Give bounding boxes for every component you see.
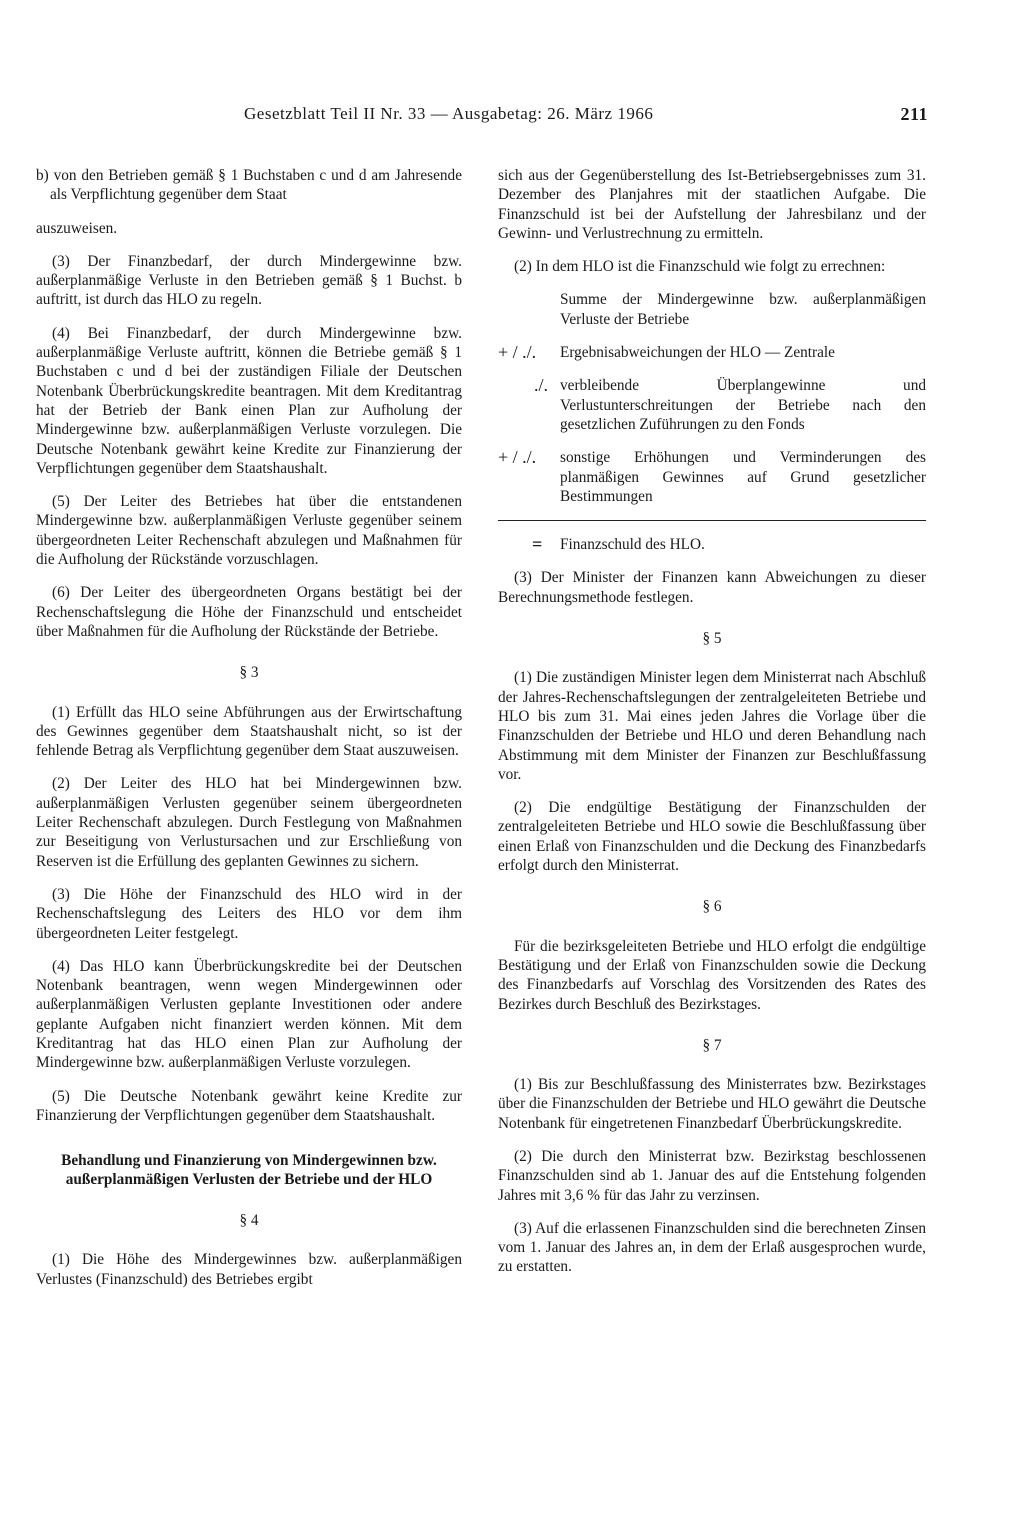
paragraph: (2) Der Leiter des HLO hat bei Mindergewinnen bzw. außerplanmäßigen Verlusten gegenüber seinem übergeordneten Leiter Rechenschaft abzulegen. Durch Festlegung von Maßnahmen zur Beseitigung von Verlustursachen und zur Erschließung von Reserven ist die Erfüllung des geplanten Gewinnes zu sichern. [36, 775, 462, 870]
page-header [244, 104, 928, 134]
paragraph: (5) Der Leiter des Betriebes hat über die entstandenen Mindergewinne bzw. außerplanmäßigen Verluste gegenüber seinem übergeordneten Leiter Rechenschaft abzulegen und Maßnahmen für die Aufholung der Rückstände vorzuschlagen. [36, 493, 462, 569]
paragraph: (2) Die durch den Ministerrat bzw. Bezirkstag beschlossenen Finanzschulden sind ab 1. Januar des auf die Entstehung folgenden Jahres mit 3,6 % für das Jahr zu verzinsen. [498, 1147, 926, 1204]
paragraph: (4) Bei Finanzbedarf, der durch Mindergewinne bzw. außerplanmäßige Verluste auftritt, können die Betriebe gemäß § 1 Buchstaben c und d bei der zuständigen Filiale der Deutschen Notenbank Überbrückungskredite beantragen. Mit dem Kreditantrag hat der Betrieb der Bank einen Plan zur Aufholung der Mindergewinne bzw. außerplanmäßigen Verluste vorzulegen. Die Deutsche Notenbank gewährt keine Kredite zur Finanzierung der Verpflichtungen gegenüber dem Staatshaushalt. [36, 324, 462, 477]
section-title-3: § 3 [239, 664, 259, 682]
formula-text: sonstige Erhöhungen und Verminderungen des planmäßigen Gewinnes auf Grund gesetzlicher Bestimmungen [560, 449, 926, 505]
paragraph: (3) Auf die erlassenen Finanzschulden sind die berechneten Zinsen vom 1. Januar des Jahres an, in dem der Erlaß ausgesprochen wurde, zu erstatten. [498, 1219, 926, 1276]
paragraph: (2) Die endgültige Bestätigung der Finanzschulden der zentralgeleiteten Betriebe und HLO sowie die Beschlußfassung über einen Erlaß von Finanzschulden und die Deckung des Finanzbedarfs erfolgt durch den Ministerrat. [498, 799, 926, 875]
formula-row [498, 343, 926, 362]
formula-row [498, 290, 926, 329]
section-title-4: § 4 [239, 1212, 259, 1230]
formula-operator: ./. [533, 375, 548, 396]
paragraph: (1) Bis zur Beschlußfassung des Ministerrates bzw. Bezirkstages über die Finanzschulden der Betriebe und HLO gewährt die Deutsche Notenbank für eingetretenen Finanzbedarf Überbrückungskredite. [498, 1076, 926, 1132]
formula-text: Ergebnisabweichungen der HLO — Zentrale [560, 344, 835, 362]
left-column [36, 166, 462, 1303]
paragraph: (1) Erfüllt das HLO seine Abführungen aus der Erwirtschaftung des Gewinnes gegenüber dem Staatshaushalt nicht, so ist der fehlende Betrag als Verpflichtung gegenüber dem Staat auszuweisen. [36, 703, 462, 760]
formula-text: Summe der Mindergewinne bzw. außerplanmäßigen Verluste der Betriebe [560, 291, 926, 328]
header-title: Gesetzblatt Teil II Nr. 33 — Ausgabetag: 26. März 1966 [244, 104, 654, 123]
formula-row [498, 376, 926, 434]
result-text: Finanzschuld des HLO. [560, 536, 705, 554]
formula-row [498, 448, 926, 506]
continuation-text: auszuweisen. [36, 219, 118, 237]
paragraph: (3) Die Höhe der Finanzschuld des HLO wird in der Rechenschaftslegung des Leiters des HLO vor dem ihm übergeordneten Leiter festgelegt. [36, 885, 462, 942]
formula-operator: + / ./. [498, 342, 537, 363]
formula-block [498, 290, 926, 554]
paragraph: (2) In dem HLO ist die Finanzschuld wie folgt zu errechnen: [514, 258, 886, 276]
chapter-heading: Behandlung und Finanzierung von Mindergewinnen bzw. außerplanmäßigen Verlusten der Betriebe und der HLO [61, 1152, 437, 1189]
paragraph: (3) Der Minister der Finanzen kann Abweichungen zu dieser Berechnungsmethode festlegen. [498, 569, 926, 606]
item-b: b) von den Betrieben gemäß § 1 Buchstaben c und d am Jahresende als Verpflichtung gegenüber dem Staat [36, 167, 462, 204]
paragraph: (3) Der Finanzbedarf, der durch Mindergewinne bzw. außerplanmäßige Verluste in den Betrieben gemäß § 1 Buchst. b auftritt, ist durch das HLO zu regeln. [36, 252, 462, 309]
section-title-5: § 5 [702, 630, 722, 648]
paragraph: Für die bezirksgeleiteten Betriebe und HLO erfolgt die endgültige Bestätigung und der Erlaß von Finanzschulden sowie die Deckung des Finanzbedarfs auf Vorschlag des Vorsitzenden des Rates des Bezirkes durch Beschluß des Bezirkstages. [498, 937, 926, 1013]
section-title-6: § 6 [702, 898, 722, 916]
paragraph: (1) Die Höhe des Mindergewinnes bzw. außerplanmäßigen Verlustes (Finanzschuld) des Betriebes ergibt [36, 1251, 462, 1288]
paragraph: (1) Die zuständigen Minister legen dem Ministerrat nach Abschluß der Jahres-Rechenschaftslegungen der zentralgeleiteten Betriebe und HLO bis zum 31. Mai eines jeden Jahres die Vorlage über die Finanzschulden der Betriebe und HLO und deren Behandlung nach Abstimmung mit dem Minister der Finanzen zur Beschlußfassung vor. [498, 669, 926, 783]
continuation-text: sich aus der Gegenüberstellung des Ist-Betriebsergebnisses zum 31. Dezember des Planjahres mit der staatlichen Aufgabe. Die Finanzschuld ist bei der Aufstellung der Jahresbilanz und der Gewinn- und Verlustrechnung zu ermitteln. [498, 167, 926, 242]
paragraph: (5) Die Deutsche Notenbank gewährt keine Kredite zur Finanzierung der Verpflichtungen gegenüber dem Staatshaushalt. [36, 1087, 462, 1124]
page-number: 211 [900, 104, 928, 124]
formula-result [498, 535, 926, 554]
formula-text: verbleibende Überplangewinne und Verlustunterschreitungen der Betriebe nach den gesetzlichen Zuführungen zu den Fonds [560, 377, 926, 433]
paragraph: (4) Das HLO kann Überbrückungskredite bei der Deutschen Notenbank beantragen, wenn wegen Mindergewinnen oder außerplanmäßigen Verlusten geplante Investitionen oder andere geplante Aufgaben nicht finanziert werden können. Mit dem Kreditantrag hat das HLO einen Plan zur Aufholung der Mindergewinne bzw. außerplanmäßigen Verluste vorzulegen. [36, 957, 462, 1072]
right-column [498, 166, 926, 1291]
section-title-7: § 7 [702, 1036, 722, 1054]
result-operator: = [532, 534, 543, 555]
formula-operator: + / ./. [498, 447, 537, 468]
paragraph: (6) Der Leiter des übergeordneten Organs bestätigt bei der Rechenschaftslegung die Höhe der Finanzschuld und entscheidet über Maßnahmen für die Aufholung der Rückstände der Betriebe. [36, 584, 462, 640]
summation-rule [498, 520, 926, 521]
